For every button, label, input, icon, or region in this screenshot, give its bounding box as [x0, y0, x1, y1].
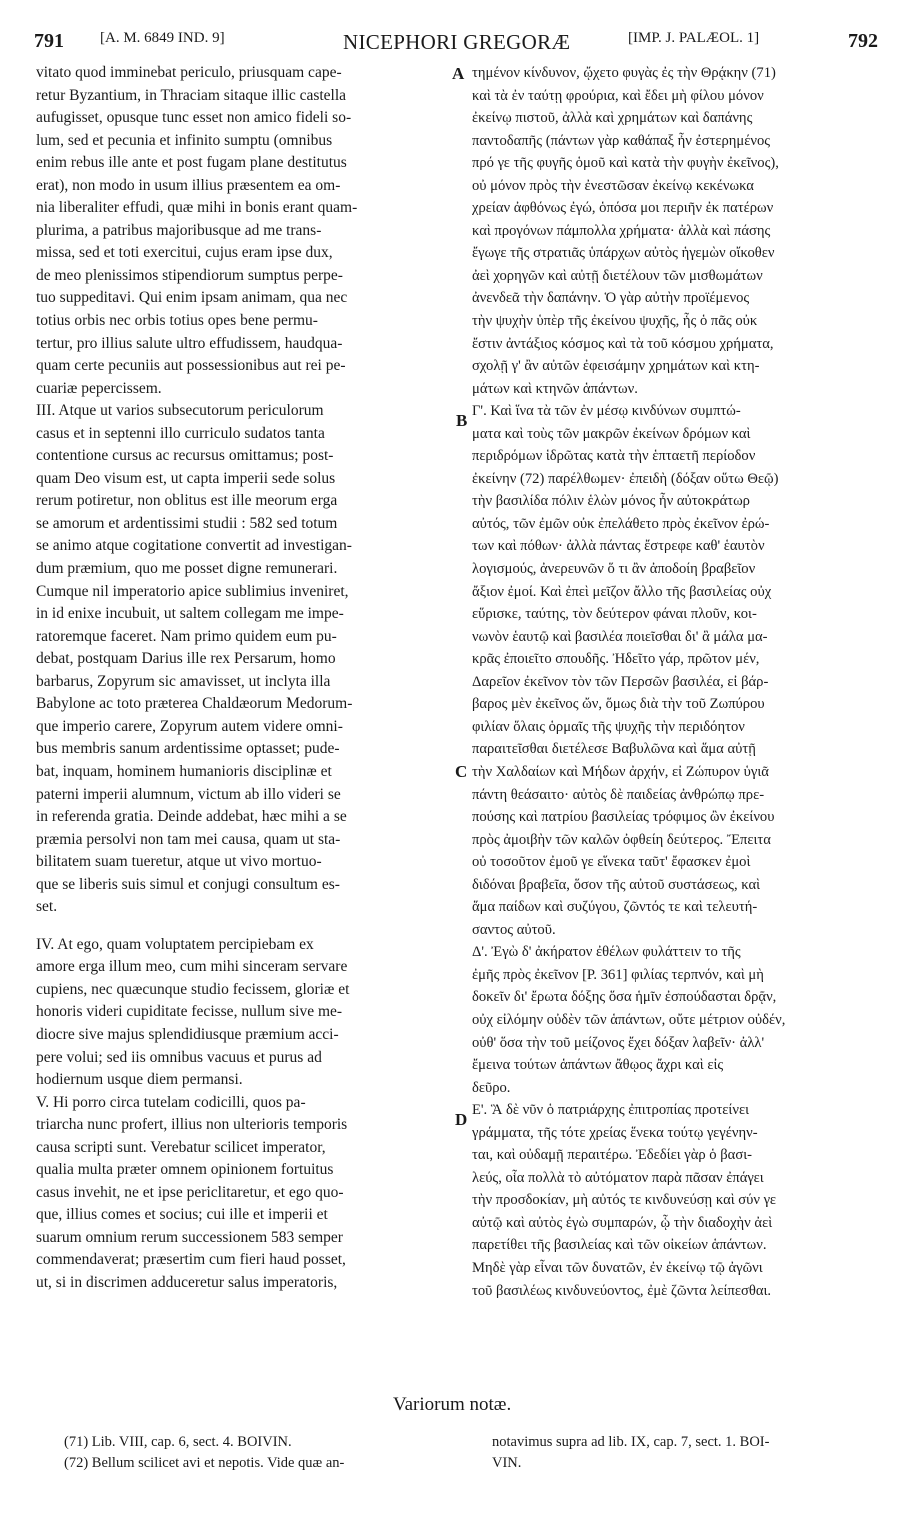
greek-text-line: καὶ τὰ ἐν ταύτῃ φρούρια, καὶ ἔδει μὴ φίλου μόνον: [472, 87, 764, 104]
note-line: (72) Bellum scilicet avi et nepotis. Vide quæ an-: [64, 1455, 345, 1471]
greek-text-line: σαντος αὐτοῦ.: [472, 921, 556, 938]
latin-text-line: qualia multa præter omnem opinionem fortuitus: [36, 1161, 334, 1179]
latin-text-line: quam certe pecuniis aut possessionibus aut rei pe-: [36, 357, 346, 375]
latin-text-line: Babylone ac toto præterea Chaldæorum Medorum-: [36, 695, 353, 713]
greek-text-line: αὐτῷ καὶ αὐτὸς ἐγὼ συμπαρών, ᾧ τὴν διαδοχὴν ἀεὶ: [472, 1214, 773, 1231]
latin-text-line: tertur, pro illius salute ultro effudissem, haudqua-: [36, 334, 343, 352]
greek-text-line: ἔγωγε τῆς στρατιᾶς ὑπάρχων αὐτὸς ἡγεμὼν οἴκοθεν: [472, 245, 775, 262]
latin-text-line: nia liberaliter effudi, quæ mihi in bonis erant quam-: [36, 199, 358, 217]
greek-text-line: χρείαν ἀφθόνως ἐγώ, ὁπόσα μοι περιῆν ἐκ πατέρων: [472, 200, 774, 217]
greek-text-line: ἄξιον ἐμοί. Καὶ ἐπεὶ μεῖζον ἄλλο τῆς βασιλείας οὐχ: [472, 583, 772, 600]
latin-text-line: casus et in septenni illo curriculo sudatos tanta: [36, 424, 325, 442]
latin-text-line: tuo suppeditavi. Qui enim ipsam animam, qua nec: [36, 289, 348, 307]
greek-text-line: ται, καὶ οὐδαμῇ περαιτέρω. Ἐδεδίει γὰρ ὁ βασι-: [472, 1147, 752, 1164]
latin-text-line: amore erga illum meo, cum mihi sinceram servare: [36, 958, 348, 976]
greek-text-line: σχολῇ γ' ἂν αὐτῶν ἐφεισάμην χρημάτων καὶ κτη-: [472, 358, 760, 375]
latin-text-line: Cumque nil imperatorio apice sublimius inveniret,: [36, 582, 349, 600]
latin-text-line: pere volui; sed iis omnibus vacuus et purus ad: [36, 1048, 322, 1066]
note-line: VIN.: [492, 1455, 522, 1471]
latin-text-line: que, illius comes et socius; cui ille et imperii et: [36, 1206, 328, 1224]
latin-text-line: que se liberis suis simul et conjugi consultum es-: [36, 875, 340, 893]
latin-text-line: bat, inquam, hominem humanioris disciplinæ et: [36, 762, 332, 780]
greek-text-line: ἀνενδεᾶ τὴν δαπάνην. Ὁ γὰρ αὐτὴν προϊέμενος: [472, 290, 750, 307]
margin-letter-d: D: [455, 1110, 468, 1129]
greek-text-line: ἐκείνην (72) παρέλθωμεν· ἐπειδὴ (δόξαν οὕτω Θεῷ): [472, 470, 779, 487]
latin-text-line: commendaverat; præsertim cum fieri haud posset,: [36, 1251, 346, 1269]
note-line: notavimus supra ad lib. IX, cap. 7, sect. 1. BOI-: [492, 1434, 770, 1450]
latin-text-line: dum præmium, quo me posset digne remunerari.: [36, 560, 338, 578]
greek-text-line: Ε'. Ἃ δὲ νῦν ὁ πατριάρχης ἐπιτροπίας προτείνει: [472, 1102, 750, 1119]
greek-text-line: Γ'. Καὶ ἵνα τὰ τῶν ἐν μέσῳ κινδύνων συμπτώ-: [472, 403, 741, 420]
latin-text-line: bilitatem suam tueretur, atque ut vivo mortuo-: [36, 853, 322, 871]
greek-text-line: πρὸς ἀμοιβὴν τῶν καλῶν ὀφθείη δεύτερος. Ἔπειτα: [472, 831, 771, 848]
latin-text-line: V. Hi porro circa tutelam codicilli, quos pa-: [36, 1093, 306, 1111]
latin-text-line: cuariæ pepercissem.: [36, 379, 162, 397]
greek-text-line: τοῦ βασιλέως κινδυνεύοντος, ἐμὲ ζῶντα λείπεσθαι.: [472, 1282, 772, 1299]
latin-text-line: paterni imperii alumnum, victum ab illo videri se: [36, 785, 341, 803]
greek-text-line: Δαρεῖον ἐκεῖνον τὸν τῶν Περσῶν βασιλέα, εἰ βάρ-: [472, 673, 769, 690]
greek-text-line: δεῦρο.: [472, 1079, 511, 1096]
greek-text-line: κρᾶς ἐποιεῖτο σπουδῆς. Ἠδεῖτο γάρ, πρῶτον μέν,: [472, 651, 760, 668]
greek-text-line: ἐκείνῳ πιστοῦ, ἀλλὰ καὶ χρημάτων καὶ δαπάνης: [472, 110, 753, 127]
latin-text-line: casus invehit, ne et ipse periclitaretur, et ego quo-: [36, 1183, 344, 1201]
latin-text-line: totius orbis nec orbis totius opes bene permu-: [36, 312, 318, 330]
latin-text-line: IV. At ego, quam voluptatem percipiebam ex: [36, 935, 314, 953]
latin-text-line: retur Byzantium, in Thraciam sitaque illic castella: [36, 86, 347, 104]
greek-text-line: γράμματα, τῆς τότε χρείας ἕνεκα τούτῳ γεγένην-: [472, 1124, 758, 1141]
greek-text-line: βαρος μὲν ἐκεῖνος ὤν, ὅμως διὰ τὴν τοῦ Ζωπύρου: [472, 696, 765, 713]
running-header: [0, 30, 918, 60]
year-bracket-left: [A. M. 6849 IND. 9]: [100, 30, 225, 46]
reign-bracket-right: [IMP. J. PALÆOL. 1]: [628, 30, 760, 46]
latin-text-line: debat, postquam Darius ille rex Persarum, homo: [36, 650, 336, 668]
greek-text-line: τὴν Χαλδαίων καὶ Μήδων ἀρχήν, εἰ Ζώπυρον ὑγιᾶ: [472, 763, 769, 780]
latin-text-line: set.: [36, 898, 58, 916]
latin-text-line: erat), non modo in usum illius præsentem ea om-: [36, 176, 341, 194]
latin-text-line: cupiens, nec quæcunque studio fecissem, gloriæ et: [36, 980, 350, 998]
page-number-right: 792: [848, 30, 878, 52]
greek-text-line: πούσης καὶ πατρίου βασιλείας τρόφιμος ὢν ἐκείνου: [472, 809, 775, 826]
latin-text-line: diocre sive majus splendidiusque præmium acci-: [36, 1025, 339, 1043]
greek-text-line: Δ'. Ἐγὼ δ' ἀκήρατον ἐθέλων φυλάττειν το τῆς: [472, 944, 741, 961]
greek-text-line: εὕρισκε, ταύτης, τὸν δεύτερον φάναι πλοῦν, κοι-: [472, 606, 757, 623]
latin-text-line: rerum potiretur, non oblitus est ille meorum erga: [36, 492, 338, 510]
margin-letter-c: C: [455, 762, 468, 781]
latin-text-line: missa, sed et toti exercitui, cujus eram ipse dux,: [36, 244, 333, 262]
greek-column: [472, 62, 882, 1302]
greek-text-line: τὴν προσδοκίαν, μὴ αὐτός τε κινδυνεύσῃ καὶ σύν γε: [472, 1192, 776, 1209]
latin-text-line: se amorum et ardentissimi studii : 582 sed totum: [36, 514, 338, 532]
greek-text-line: λογισμούς, ἀνερευνῶν ὅ τι ἂν ἀποδοίη βραβεῖον: [472, 561, 756, 578]
greek-text-line: καὶ προγόνων πάμπολλα χρήματα· ἀλλὰ καὶ πάσης: [472, 222, 771, 239]
page-number-left: 791: [34, 30, 64, 52]
greek-text-line: δοκεῖν δι' ἔρωτα δόξης ὅσα ἡμῖν ἐσπούδασται δρᾷν,: [472, 989, 777, 1006]
greek-text-line: ματα καὶ τοὺς τῶν μακρῶν ἐκείνων δρόμων καὶ: [472, 425, 751, 442]
greek-text-line: ἅμα παίδων καὶ συζύγου, ζῶντός τε καὶ τελευτή-: [472, 899, 758, 916]
greek-text-line: τὴν βασιλίδα πόλιν ἑλὼν μόνος ἦν αὐτοκράτωρ: [472, 493, 750, 510]
greek-text-line: ἀεὶ χορηγῶν καὶ αὐτῇ διετέλουν τῶν μισθωμάτων: [472, 267, 763, 284]
latin-text-line: suarum omnium rerum successionem 583 semper: [36, 1228, 343, 1246]
latin-text-line: honoris videri cupiditate fecisse, nullum sive me-: [36, 1003, 343, 1021]
notes-title: Variorum notæ.: [393, 1394, 512, 1415]
greek-text-line: τὴν ψυχὴν ὑπὲρ τῆς ἐκείνου ψυχῆς, ἧς ὁ πᾶς οὐκ: [472, 313, 758, 330]
greek-text-line: ἔστιν ἀντάξιος κόσμος καὶ τὰ τοῦ κόσμου χρήματα,: [472, 335, 774, 352]
greek-text-line: οὐθ' ὅσα τὴν τοῦ μείζονος ἔχει δόξαν λαβεῖν· ἀλλ': [472, 1034, 765, 1051]
margin-letter-a: A: [452, 64, 465, 83]
greek-text-line: μάτων καὶ κτηνῶν ἁπάντων.: [472, 380, 638, 397]
latin-text-line: triarcha nunc profert, illius non ulterioris temporis: [36, 1116, 348, 1134]
greek-text-line: τημένον κίνδυνον, ᾤχετο φυγὰς ἐς τὴν Θρᾴκην (71): [472, 65, 776, 81]
greek-text-line: παραιτεῖσθαι διετέλεσε Βαβυλῶνα καὶ ἅμα αὐτῇ: [472, 741, 756, 758]
latin-text-line: in id enixe incubuit, ut saltem collegam me impe-: [36, 605, 344, 623]
greek-text-line: ἐμῆς πρὸς ἐκεῖνον [P. 361] φιλίας τερπνόν, καὶ μὴ: [472, 966, 764, 983]
latin-text-line: plurima, a patribus majoribusque ad me trans-: [36, 221, 322, 239]
greek-text-line: λεύς, οἷα πολλὰ τὸ αὐτόματον παρὰ πᾶσαν ἐπάγει: [472, 1169, 764, 1186]
greek-text-line: οὐ μόνον πρὸς τὴν ἐνεστῶσαν ἐκείνῳ κεκένωκα: [472, 177, 754, 194]
greek-text-line: ἔμεινα τούτων ἁπάντων ἄθῳος ἄχρι καὶ εἰς: [472, 1057, 724, 1074]
greek-text-line: φιλίαν ὅλαις ὁρμαῖς τῆς ψυχῆς τὴν περιδόητον: [472, 718, 745, 735]
greek-text-line: οὐ τοσοῦτον ἐμοῦ γε εἵνεκα ταῦτ' ἔφασκεν ἐμοὶ: [472, 854, 751, 871]
greek-text-line: οὐχ εἰλόμην οὐδὲν τῶν ἁπάντων, οὔτε μέτριον οὐδέν,: [472, 1011, 786, 1028]
latin-text-line: de meo plenissimos stipendiorum sumptus perpe-: [36, 266, 343, 284]
latin-text-line: causa scripti sunt. Verebatur scilicet imperator,: [36, 1138, 326, 1156]
latin-text-line: lum, sed et pecunia et infinito sumptu (omnibus: [36, 131, 333, 149]
latin-text-line: vitato quod imminebat periculo, priusquam cape-: [36, 64, 342, 81]
greek-text-line: παρετίθει τῆς βασιλείας καὶ τῶν οἰκείων ἁπάντων.: [472, 1237, 767, 1254]
latin-text-line: quam Deo visum est, ut capta imperii sede solus: [36, 469, 336, 487]
running-title: NICEPHORI GREGORÆ: [343, 30, 571, 54]
greek-text-line: πάντη θεάσαιτο· αὐτὸς δὲ παιδείας ἀνθρώπῳ πρε-: [472, 786, 765, 803]
greek-text-line: διδόναι βραβεῖα, ὅσον τῆς αὐτοῦ συστάσεως, καὶ: [472, 876, 761, 893]
latin-text-line: aufugisset, opusque tunc esset non amico fideli so-: [36, 109, 352, 127]
greek-text-line: αὐτός, τῶν ἐμῶν οὐκ ἐπελάθετο πρὸς ἐκεῖνον ἐρώ-: [472, 515, 770, 532]
latin-text-line: III. Atque ut varios subsecutorum periculorum: [36, 402, 324, 420]
latin-text-line: [36, 919, 454, 934]
latin-text-line: que imperio carere, Zopyrum autem videre omni-: [36, 717, 343, 735]
greek-text-line: περιδρόμων ἱδρῶτας κατὰ τὴν ἑπταετῆ περίοδον: [472, 448, 756, 465]
latin-text-line: bus membris sanum ardentissime optasset; pude-: [36, 740, 340, 758]
margin-letter-b: B: [456, 411, 468, 430]
latin-text-line: barbarus, Zopyrum sic amavisset, ut inclyta illa: [36, 672, 331, 690]
greek-text-line: Μηδὲ γὰρ εἶναι τῶν δυνατῶν, ἐν ἐκείνῳ τῷ ἀγῶνι: [472, 1259, 763, 1276]
latin-column: [36, 62, 454, 1295]
latin-text-line: hodiernum usque diem permansi.: [36, 1071, 243, 1089]
latin-text-line: enim rebus ille ante et post fugam plane destitutus: [36, 154, 347, 172]
latin-text-line: contentione cursus ac recursus omittamus; post-: [36, 447, 334, 465]
latin-text-line: in referenda gratia. Deinde addebat, hæc mihi a se: [36, 808, 347, 826]
greek-text-line: πρό γε τῆς φυγῆς ὁμοῦ καὶ κατὰ τὴν φυγὴν ἐκεῖνος),: [472, 155, 779, 172]
latin-text-line: ratoremque faceret. Nam primo quidem eum pu-: [36, 627, 337, 645]
latin-text-line: se animo atque cogitatione convertit ad investigan-: [36, 537, 352, 555]
note-line: (71) Lib. VIII, cap. 6, sect. 4. BOIVIN.: [64, 1434, 292, 1450]
greek-text-line: των καὶ πόθων· ἀλλὰ πάντας ἔστρεφε καθ' ἑαυτὸν: [472, 538, 765, 555]
greek-text-line: παντοδαπῆς (πάντων γὰρ καθάπαξ ἦν ἐστερημένος: [472, 132, 771, 149]
latin-text-line: præmia persolvi non tam mei causa, quam ut sta-: [36, 830, 341, 848]
greek-text-line: νωνὸν ἑαυτῷ καὶ βασιλέα ποιεῖσθαι δι' ἃ μάλα μα-: [472, 628, 768, 645]
latin-text-line: ut, si in discrimen adduceretur salus imperatoris,: [36, 1273, 338, 1291]
